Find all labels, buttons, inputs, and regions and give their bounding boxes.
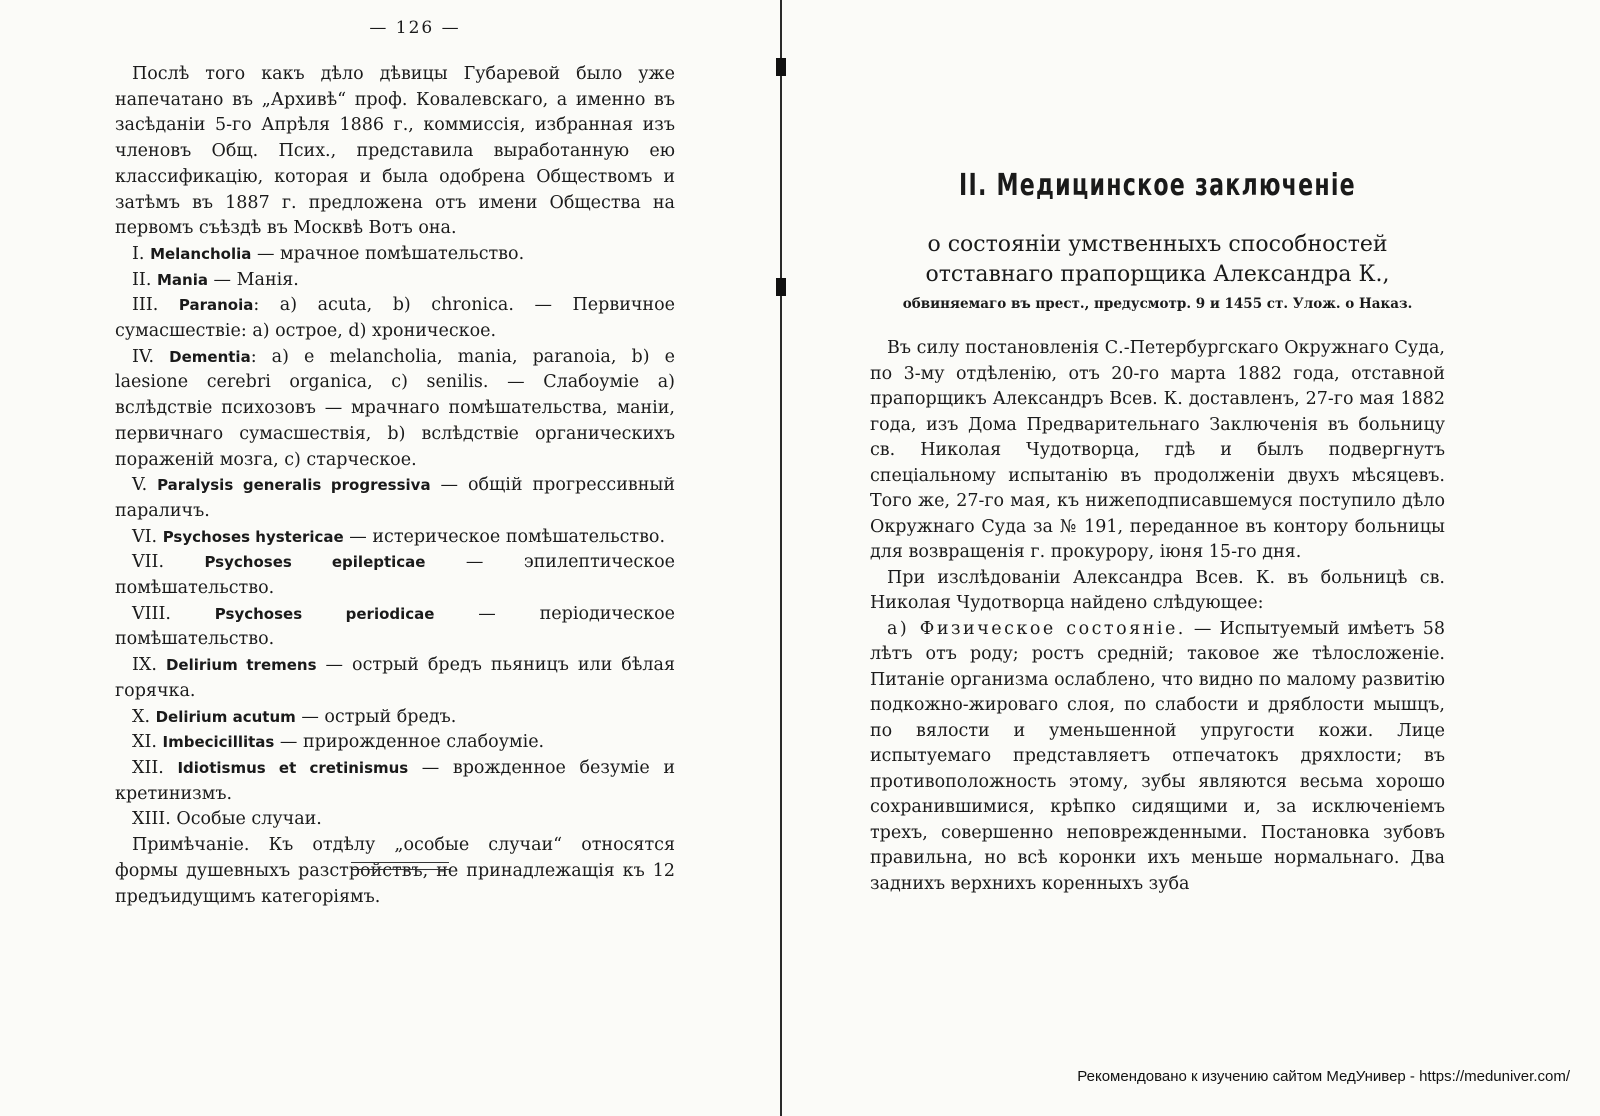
item-description: — періодическое помѣшательство. bbox=[115, 603, 675, 650]
classification-item bbox=[115, 705, 675, 731]
item-description: : a) e melancholia, mania, paranoia, b) e laesione cerebri organica, c) senilis. — Слабоуміе а) вслѣдствіе психозовъ — мрачнаго помѣшательства, маніи, первичнаго сумасшествія, b) вслѣдствіе органическихъ пораженій мозга, с) старческое. bbox=[115, 346, 675, 470]
item-number: XI. bbox=[132, 732, 157, 753]
classification-item bbox=[115, 293, 675, 344]
item-description: — врожденное безуміе и кретинизмъ. bbox=[115, 757, 675, 804]
classification-item bbox=[115, 345, 675, 474]
note-paragraph: Примѣчаніе. Къ отдѣлу „особые случаи“ относятся формы душевныхъ разстройствъ, не принадлежащія къ 12 предъидущимъ категоріямъ. bbox=[115, 835, 675, 907]
item-number: III. bbox=[132, 295, 159, 316]
right-page-body bbox=[870, 336, 1445, 897]
item-number: I. bbox=[132, 243, 145, 264]
item-latin-term: Psychoses epilepticae bbox=[204, 553, 426, 572]
item-number: II. bbox=[132, 269, 152, 290]
classification-item bbox=[115, 525, 675, 551]
classification-item bbox=[115, 550, 675, 601]
item-number: VI. bbox=[132, 526, 158, 547]
item-number: IV. bbox=[132, 346, 155, 367]
item-number: XIII. bbox=[132, 809, 171, 830]
left-page-body bbox=[115, 62, 675, 910]
item-description: — острый бредъ. bbox=[295, 706, 457, 727]
section-subtitle: о состояніи умственныхъ способностей отставнаго прапорщика Александра К., bbox=[925, 232, 1390, 287]
item-latin-term: Psychoses periodicae bbox=[214, 604, 435, 623]
item-description: — прирожденное слабоуміе. bbox=[274, 732, 545, 753]
item-latin-term: Psychoses hystericae bbox=[162, 527, 344, 546]
item-number: IX. bbox=[132, 655, 157, 676]
classification-item bbox=[115, 602, 675, 653]
item-description: Особые случаи. bbox=[176, 809, 322, 830]
paragraph-examination: При изслѣдованіи Александра Всев. К. въ больницѣ св. Николая Чудотворца найдено слѣдующее: bbox=[870, 567, 1445, 613]
physical-state-text: — Испытуемый имѣетъ 58 лѣтъ отъ роду; ростъ средній; таковое же тѣлосложеніе. Питаніе организма ослаблено, что видно по малому развитію подкожно-жироваго слоя, по слабости и дряблости мышцъ, по вялости и уменьшенной упругости кожи. Лице испытуемаго представляетъ отпечатокъ дряхлости; въ противоположность этому, зубы являются весьма хорошо сохранившимися, крѣпко сидящими и, за исключеніемъ трехъ, совершенно неповрежденными. Постановка зубовъ правильна, но всѣ коронки ихъ меньше нормальнаго. Два заднихъ верхнихъ коренныхъ зуба bbox=[870, 618, 1445, 894]
item-description: : a) acuta, b) chronica. — Первичное сумасшествіе: а) острое, d) хроническое. bbox=[115, 295, 675, 342]
item-description: — эпилептическое помѣшательство. bbox=[115, 552, 675, 599]
section-divider bbox=[351, 862, 449, 870]
book-gutter bbox=[780, 0, 782, 1116]
item-description: — мрачное помѣшательство. bbox=[251, 243, 525, 264]
item-description: — Манія. bbox=[207, 269, 299, 290]
section-subsubtitle: обвиняемаго въ прест., предусмотр. 9 и 1455 ст. Улож. о Наказ. bbox=[902, 296, 1413, 312]
binding-mark bbox=[776, 58, 786, 76]
binding-mark bbox=[776, 278, 786, 296]
item-latin-term: Idiotismus et cretinismus bbox=[177, 758, 409, 777]
item-latin-term: Delirium acutum bbox=[155, 707, 296, 726]
item-latin-term: Mania bbox=[156, 270, 208, 289]
item-latin-term: Delirium tremens bbox=[165, 656, 317, 675]
item-number: V. bbox=[132, 475, 148, 496]
item-description: — острый бредъ пьяницъ или бѣлая горячка. bbox=[115, 655, 675, 701]
classification-list bbox=[115, 242, 675, 833]
item-number: XII. bbox=[132, 757, 164, 778]
page-number: — 126 — bbox=[369, 18, 461, 38]
classification-item bbox=[115, 268, 675, 294]
classification-item bbox=[115, 807, 675, 833]
item-number: VII. bbox=[132, 552, 165, 573]
item-latin-term: Paranoia bbox=[178, 296, 254, 315]
classification-item bbox=[115, 730, 675, 756]
item-latin-term: Imbecicillitas bbox=[162, 733, 275, 752]
item-latin-term: Dementia bbox=[169, 347, 251, 366]
item-latin-term: Melancholia bbox=[150, 244, 252, 263]
classification-item bbox=[115, 653, 675, 704]
watermark-recommendation: Рекомендовано к изучению сайтом МедУнивер - https://meduniver.com/ bbox=[1077, 1068, 1570, 1085]
paragraph-court-order: Въ силу постановленія С.-Петербургскаго Окружнаго Суда, по 3-му отдѣленію, отъ 20-го марта 1882 года, отставной прапорщикъ Александръ Всев. К. доставленъ, 27-го мая 1882 года, изъ Дома Предварительнаго Заключенія въ больницу св. Николая Чудотворца, гдѣ и былъ подвергнутъ спеціальному испытанію въ продолженіи двухъ мѣсяцевъ. Того же, 27-го мая, къ нижеподписавшемуся поступило дѣло Окружнаго Суда за № 191, переданное въ контору больницы для возвращенія г. прокурору, іюня 15-го дня. bbox=[870, 338, 1445, 562]
item-number: VIII. bbox=[132, 603, 171, 624]
classification-item bbox=[115, 242, 675, 268]
classification-item bbox=[115, 756, 675, 807]
classification-item bbox=[115, 473, 675, 524]
intro-paragraph: Послѣ того какъ дѣло дѣвицы Губаревой было уже напечатано въ „Архивѣ“ проф. Ковалевскаго, а именно въ засѣданіи 5-го Апрѣля 1886 г., коммиссія, избранная изъ членовъ Общ. Псих., представила выработанную ею классификацію, которая и была одобрена Обществомъ и затѣмъ въ 1887 г. предложена отъ имени Общества на первомъ съѣздѣ въ Москвѣ Вотъ она. bbox=[115, 64, 675, 239]
item-number: X. bbox=[132, 706, 151, 727]
paragraph-physical-state bbox=[870, 617, 1445, 898]
item-description: — общій прогрессивный параличъ. bbox=[115, 475, 675, 521]
physical-state-label: а) Физическое состояніе. bbox=[887, 618, 1186, 639]
item-latin-term: Paralysis generalis progressiva bbox=[157, 476, 431, 495]
item-description: — истерическое помѣшательство. bbox=[343, 526, 666, 547]
section-title: II. Медицинское заключеніе bbox=[959, 168, 1356, 203]
